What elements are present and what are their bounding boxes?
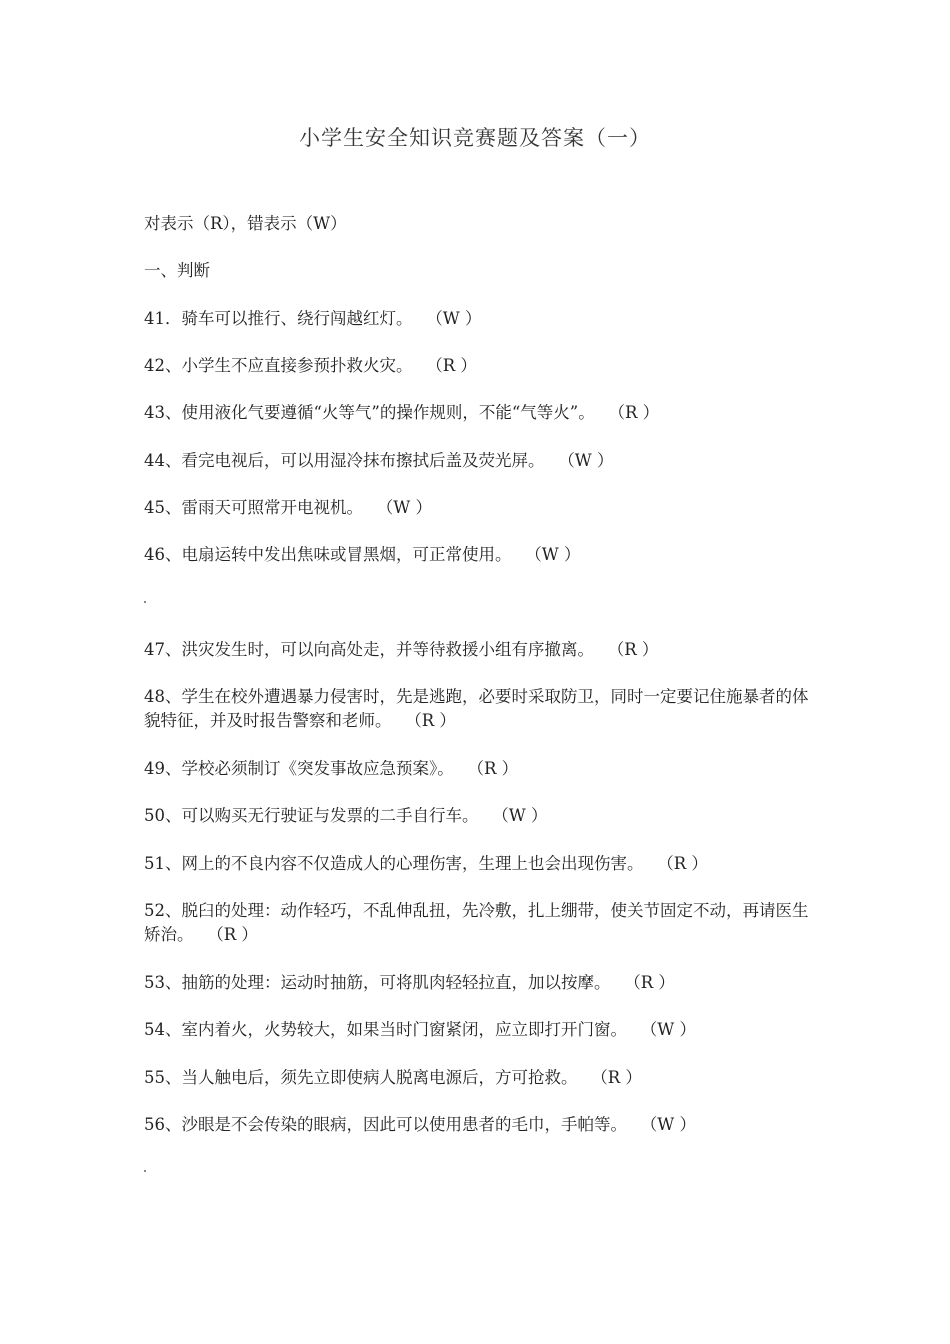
question-42 — [144, 354, 477, 378]
question-45 — [144, 496, 432, 520]
answer-mark: （W ） — [649, 1020, 696, 1039]
question-48 — [144, 685, 814, 733]
answer-mark: （W ） — [566, 451, 614, 470]
section-heading: 一、判断 — [144, 261, 210, 280]
question-text: 54、室内着火，火势较大，如果当时门窗紧闭，应立即打开门窗。 — [144, 1020, 627, 1039]
question-text: 49、学校必须制订《突发事故应急预案》。 — [144, 759, 454, 778]
question-53 — [144, 971, 675, 995]
question-text: 46、电扇运转中发出焦味或冒黑烟，可正常使用。 — [144, 545, 512, 564]
stray-dot — [144, 1170, 146, 1172]
answer-mark: （R ） — [665, 854, 708, 873]
answer-mark: （W ） — [649, 1115, 696, 1134]
answer-mark: （R ） — [215, 925, 258, 944]
question-text: 48、学生在校外遭遇暴力侵害时，先是逃跑，必要时采取防卫，同时一定要记住施暴者的体貌特征，并及时报告警察和老师。 — [144, 687, 809, 730]
question-46 — [144, 543, 580, 567]
answer-mark: （R ） — [475, 759, 519, 778]
question-text: 55、当人触电后，须先立即使病人脱离电源后，方可抢救。 — [144, 1068, 578, 1087]
question-49 — [144, 757, 518, 781]
question-text: 41．骑车可以推行、绕行闯越红灯。 — [144, 309, 413, 328]
question-44 — [144, 449, 613, 473]
question-text: 44、看完电视后，可以用湿冷抹布擦拭后盖及荧光屏。 — [144, 451, 545, 470]
question-41 — [144, 307, 481, 331]
question-text: 51、网上的不良内容不仅造成人的心理伤害，生理上也会出现伤害。 — [144, 854, 644, 873]
question-text: 50、可以购买无行驶证与发票的二手自行车。 — [144, 806, 479, 825]
question-43 — [144, 401, 659, 425]
question-56 — [144, 1113, 696, 1137]
answer-mark: （W ） — [385, 498, 432, 517]
question-text: 53、抽筋的处理：运动时抽筋，可将肌肉轻轻拉直，加以按摩。 — [144, 973, 611, 992]
answer-mark: （R ） — [599, 1068, 642, 1087]
question-47 — [144, 638, 658, 662]
question-55 — [144, 1066, 642, 1090]
question-text: 43、使用液化气要遵循“火等气”的操作规则，不能“气等火”。 — [144, 403, 595, 422]
page-title: 小学生安全知识竞赛题及答案（一） — [299, 126, 651, 150]
question-50 — [144, 804, 547, 828]
answer-legend: 对表示（R），错表示（W） — [144, 214, 347, 233]
answer-mark: （R ） — [616, 640, 659, 659]
answer-mark: （R ） — [434, 356, 477, 375]
answer-mark: （W ） — [500, 806, 548, 825]
stray-dot — [144, 601, 146, 603]
question-text: 56、沙眼是不会传染的眼病，因此可以使用患者的毛巾，手帕等。 — [144, 1115, 627, 1134]
answer-mark: （R ） — [413, 711, 456, 730]
question-text: 42、小学生不应直接参预扑救火灾。 — [144, 356, 413, 375]
answer-mark: （W ） — [533, 545, 581, 564]
answer-mark: （R ） — [616, 403, 660, 422]
answer-mark: （R ） — [632, 973, 675, 992]
question-text: 52、脱臼的处理：动作轻巧，不乱伸乱扭，先冷敷，扎上绷带，使关节固定不动，再请医生矫治。 — [144, 901, 809, 944]
question-51 — [144, 852, 708, 876]
answer-mark: （W ） — [434, 309, 482, 328]
question-text: 47、洪灾发生时，可以向高处走，并等待救援小组有序撤离。 — [144, 640, 594, 659]
question-54 — [144, 1018, 696, 1042]
question-52 — [144, 899, 814, 947]
question-text: 45、雷雨天可照常开电视机。 — [144, 498, 363, 517]
